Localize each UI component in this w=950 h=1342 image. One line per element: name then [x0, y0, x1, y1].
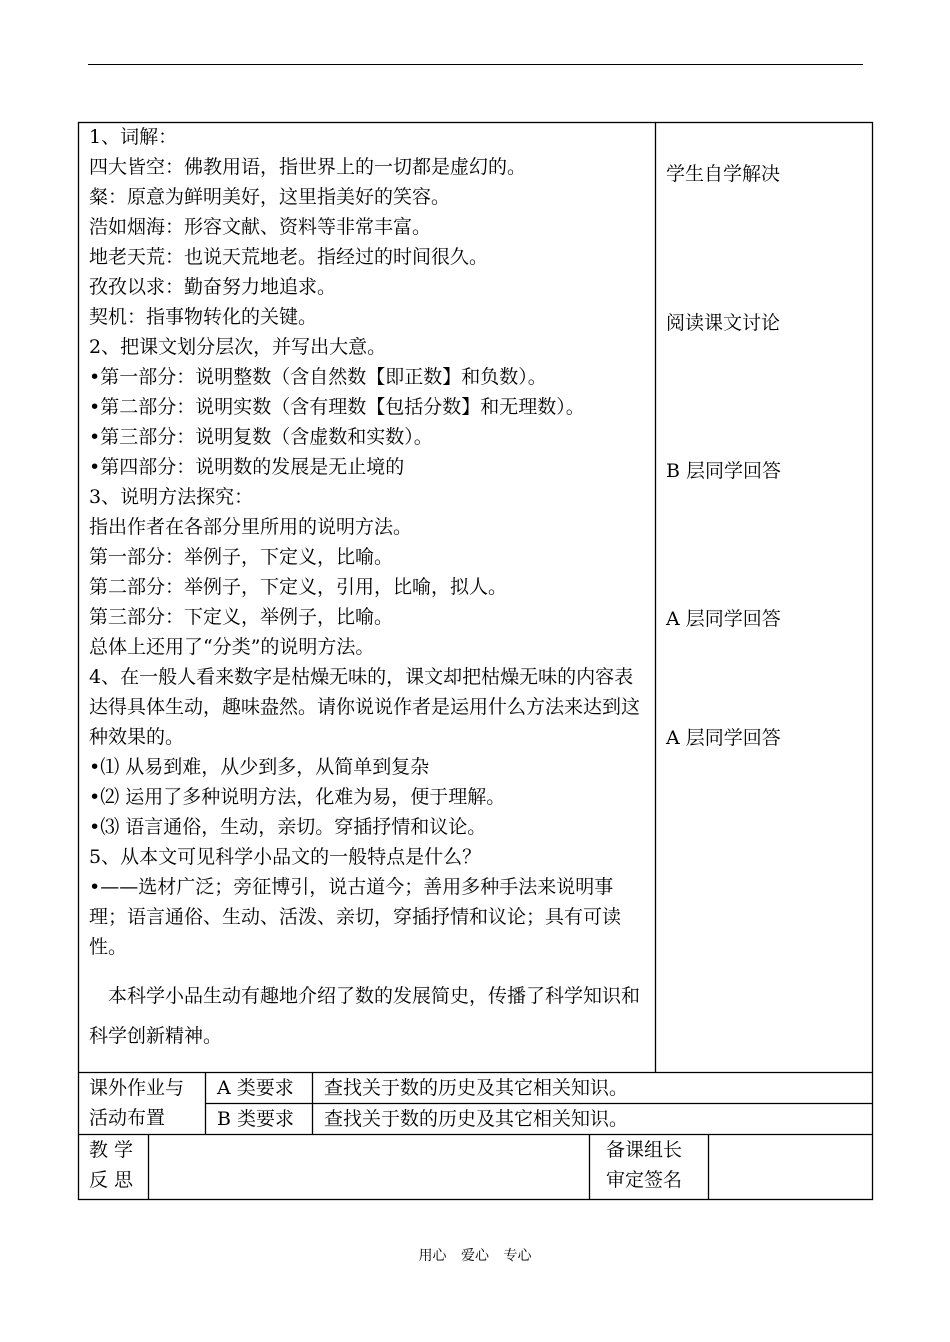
q4-answer: •⑵ 运用了多种说明方法，化难为易，便于理解。 — [89, 786, 506, 808]
content-line: 2、把课文划分层次，并写出大意。 — [89, 336, 387, 358]
question-4: 4、在一般人看来数字是枯燥无味的，课文却把枯燥无味的内容表达得具体生动，趣味盎然。请你说说作者是运用什么方法来达到这种效果的。 — [89, 666, 641, 748]
content-line: 孜孜以求：勤奋努力地追求。 — [89, 276, 337, 298]
lesson-content — [89, 122, 651, 1056]
homework-label: 活动布置 — [89, 1107, 166, 1129]
side-note: 阅读课文讨论 — [666, 312, 781, 334]
q5-answer: •——选材广泛；旁征博引，说古道今；善用多种手法来说明事理；语言通俗、生动、活泼、亲切，穿插抒情和议论；具有可读性。 — [89, 876, 622, 958]
content-line: •第二部分：说明实数（含有理数【包括分数】和无理数）。 — [89, 396, 585, 418]
content-line: 地老天荒：也说天荒地老。指经过的时间很久。 — [89, 246, 489, 268]
content-line: •第一部分：说明整数（含自然数【即正数】和负数）。 — [89, 366, 547, 388]
question-5: 5、从本文可见科学小品文的一般特点是什么？ — [89, 846, 482, 868]
content-line: 浩如烟海：形容文献、资料等非常丰富。 — [89, 216, 432, 238]
content-line: 粲：原意为鲜明美好，这里指美好的笑容。 — [89, 186, 451, 208]
q4-answer: •⑶ 语言通俗，生动，亲切。穿插抒情和议论。 — [89, 816, 487, 838]
reflection-label: 教 学 — [89, 1139, 134, 1161]
sign-label: 审定签名 — [606, 1169, 683, 1191]
content-line: 指出作者在各部分里所用的说明方法。 — [89, 516, 413, 538]
summary-paragraph: 本科学小品生动有趣地介绍了数的发展简史，传播了科学知识和科学创新精神。 — [89, 985, 641, 1047]
content-line: 1、词解： — [89, 126, 178, 148]
content-line: 3、说明方法探究： — [89, 486, 254, 508]
a-requirement-label: A 类要求 — [217, 1077, 294, 1099]
content-line: 第三部分：下定义，举例子，比喻。 — [89, 606, 394, 628]
content-line: 四大皆空：佛教用语，指世界上的一切都是虚幻的。 — [89, 156, 527, 178]
content-line: 第一部分：举例子，下定义，比喻。 — [89, 546, 394, 568]
side-note: A 层同学回答 — [666, 608, 781, 630]
side-note: B 层同学回答 — [666, 460, 782, 482]
content-line: •第四部分：说明数的发展是无止境的 — [89, 456, 405, 478]
content-line: 总体上还用了“分类”的说明方法。 — [89, 636, 375, 658]
sign-label: 备课组长 — [606, 1139, 683, 1161]
content-line: 第二部分：举例子，下定义，引用，比喻，拟人。 — [89, 576, 508, 598]
spacer — [89, 962, 651, 976]
a-requirement-text: 查找关于数的历史及其它相关知识。 — [324, 1077, 629, 1099]
b-requirement-label: B 类要求 — [217, 1108, 295, 1130]
b-requirement-text: 查找关于数的历史及其它相关知识。 — [324, 1108, 629, 1130]
content-line: •第三部分：说明复数（含虚数和实数）。 — [89, 426, 433, 448]
q4-answer: •⑴ 从易到难，从少到多，从简单到复杂 — [89, 756, 430, 778]
reflection-label: 反 思 — [89, 1169, 134, 1191]
page-footer: 用心 爱心 专心 — [418, 1248, 532, 1264]
homework-label: 课外作业与 — [89, 1077, 185, 1099]
side-note: 学生自学解决 — [666, 163, 781, 185]
content-line: 契机：指事物转化的关键。 — [89, 306, 318, 328]
side-note: A 层同学回答 — [666, 727, 781, 749]
